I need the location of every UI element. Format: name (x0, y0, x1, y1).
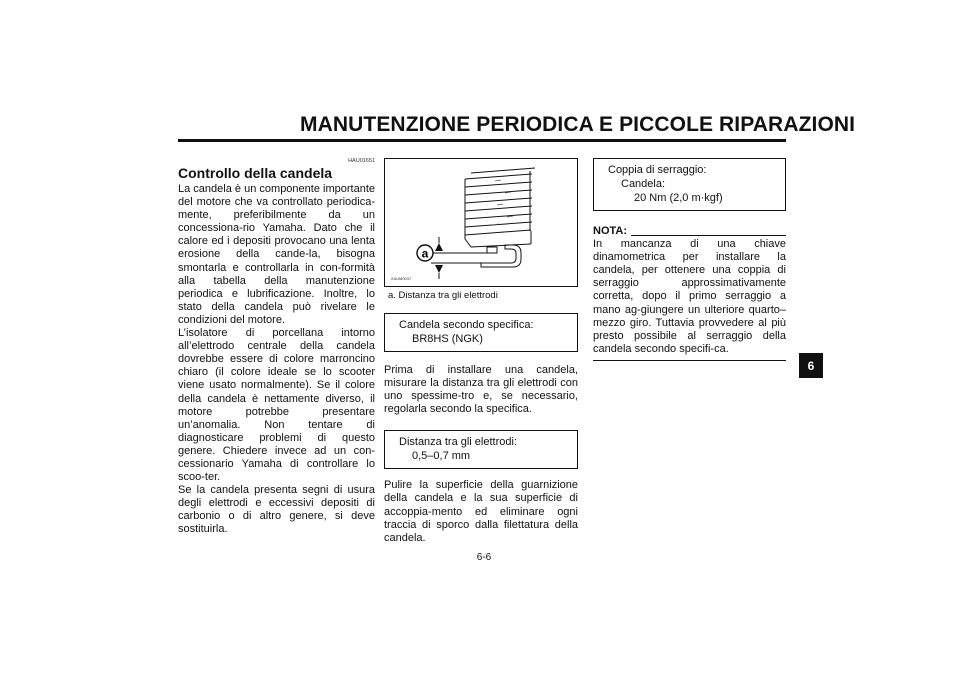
section-heading: Controllo della candela (178, 165, 333, 181)
column-middle (384, 158, 578, 545)
spec-gap-label: Distanza tra gli elettrodi: (399, 436, 517, 449)
spark-plug-illustration (385, 159, 577, 286)
spec-torque-sublabel: Candela: (621, 178, 666, 190)
spec-plug-value: BR8HS (NGK) (412, 333, 483, 345)
paragraph-clean: Pulire la superficie della guarnizione della candela e la sua superficie di accoppia-mento ed eliminare ogni traccia di sporco dalla filettatura della candela. (384, 479, 578, 544)
spec-box-gap (384, 430, 578, 469)
page-number: 6-6 (476, 552, 492, 563)
spec-plug-label: Candela secondo specifica: (399, 319, 534, 331)
paragraph-insulator: L’isolatore di porcellana intorno all’elettrodo centrale della candela dovrebbe essere di colore marroncino chiaro (il colore ideale se lo scooter viene usato normalmente). Se il colore della candela è nettamente diverso, il motore potrebbe presentare un’anomalia. Non tentare di diagnosticare problemi di questo genere. Chiedere invece ad un con-cessionario Yamaha di controllare lo scoo-ter. (178, 327, 375, 484)
spec-gap-value: 0,5–0,7 mm (412, 450, 471, 463)
note-end-rule (593, 360, 786, 361)
title-rule (178, 139, 786, 142)
paragraph-measure-gap: Prima di installare una candela, misurare la distanza tra gli elettrodi con uno spessime-tro e, se necessario, regolarla secondo la specifica. (384, 364, 578, 416)
column-right (593, 158, 786, 361)
note-text: In mancanza di una chiave dinamometrica per installare la candela, per ottenere una coppia di serraggio approssimativamente corretta, dopo il primo serraggio a mano ag-giungere un ulteriore quarto–mezzo giro. Tuttavia provvedere al più presto possibile al serraggio della candela secondo specifi-ca. (593, 238, 786, 355)
paragraph-replace: Se la candela presenta segni di usura degli elettrodi e eccessivi depositi di carbonio o di altro genere, si deve sostituirla. (178, 484, 375, 536)
spec-box-torque (593, 158, 786, 211)
page-title: MANUTENZIONE PERIODICA E PICCOLE RIPARAZIONI (300, 113, 856, 136)
note-label: NOTA: (593, 225, 628, 237)
note-rule (631, 235, 786, 236)
spec-box-plug (384, 313, 578, 352)
chapter-tab: 6 (799, 353, 823, 378)
section-code: HAU01651 (348, 158, 375, 164)
figure-caption: a. Distanza tra gli elettrodi (388, 290, 498, 301)
spec-torque-value: 20 Nm (2,0 m·kgf) (634, 192, 723, 204)
callout-a-label: a (421, 246, 429, 261)
column-left (178, 158, 375, 537)
paragraph-intro: La candela è un componente importante del motore che va controllato periodica-mente, preferibilmente da un concessiona-rio Yamaha. Dato che il calore ed i depositi provocano una lenta erosione della cande-la, bisogna smontarla e controllarla in con-formità alla tabella della manutenzione periodica e lubrificazione. Inoltre, lo stato della candela può rivelare le condizioni del motore. (178, 183, 375, 326)
note-heading (593, 225, 786, 238)
spec-torque-label: Coppia di serraggio: (608, 164, 707, 176)
spark-plug-figure (384, 158, 578, 287)
figure-code: ZAUM0037 (391, 276, 412, 281)
